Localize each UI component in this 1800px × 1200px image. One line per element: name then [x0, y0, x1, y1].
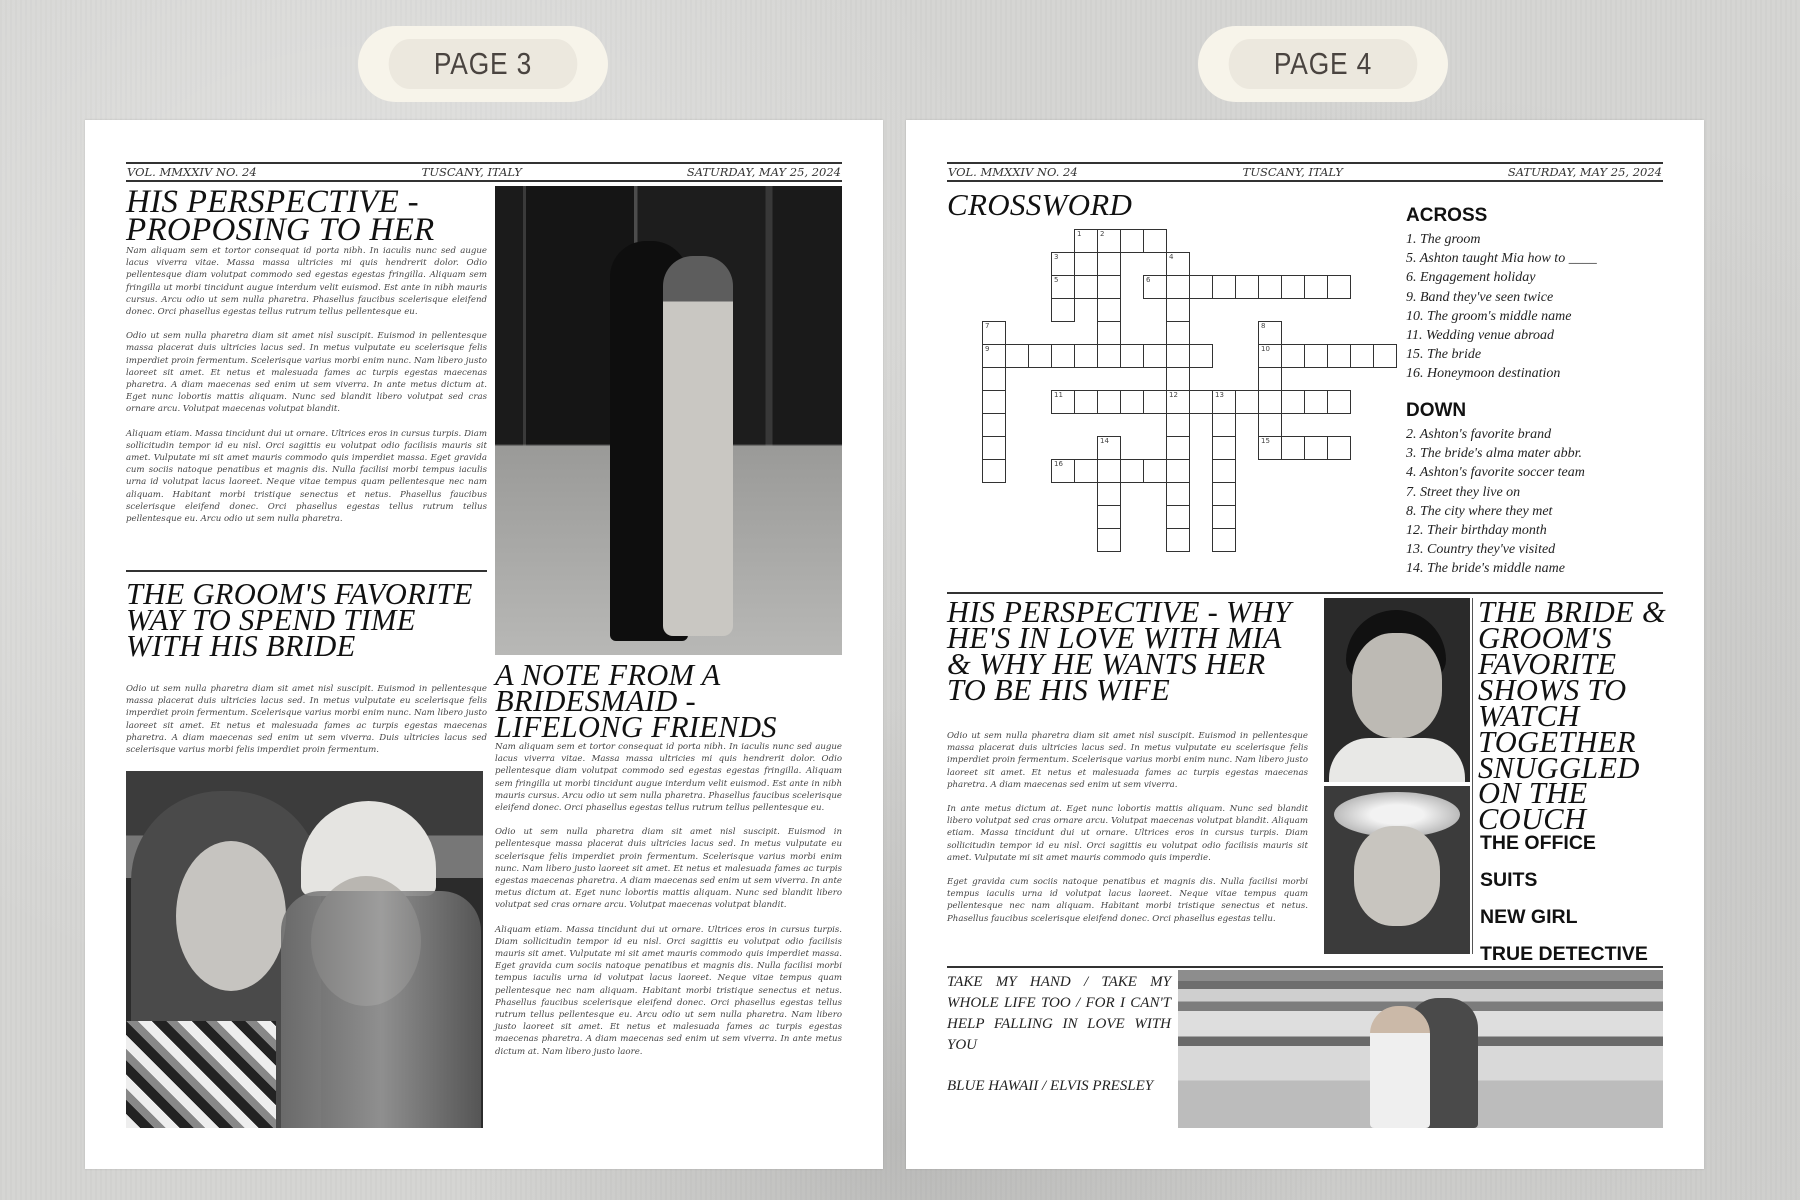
crossword-cell[interactable] [1212, 413, 1236, 437]
crossword-cell[interactable] [1258, 436, 1282, 460]
article-body-proposing [126, 245, 487, 537]
crossword-cell[interactable] [1212, 436, 1236, 460]
paragraph: Odio ut sem nulla pharetra diam sit amet nisl suscipit. Euismod in pellentesque massa placerat duis ultricies lacus sed. In metus vulputate eu scelerisque felis imperdiet proin fermentum. Scelerisque varius morbi enim nunc. Nam libero justo laoreet sit amet. Et netus et malesuada fames ac turpis egestas maecenas pharetra. A diam maecenas sed enim ut sem viverra. [947, 731, 1308, 790]
clue-across-16: 16. Honeymoon destination [1406, 366, 1561, 382]
crossword-cell[interactable] [1143, 344, 1167, 368]
crossword-cell[interactable] [1051, 252, 1075, 276]
across-heading: ACROSS [1406, 205, 1488, 226]
crossword-cell[interactable] [1235, 275, 1259, 299]
photo-couple-selfie [126, 771, 483, 1128]
crossword-cell[interactable] [1074, 275, 1098, 299]
clue-down-12: 12. Their birthday month [1406, 523, 1547, 539]
location: TUSCANY, ITALY [1242, 165, 1343, 179]
clue-number: 12 [1169, 391, 1178, 399]
clue-number: 7 [985, 322, 990, 330]
clue-number: 6 [1146, 276, 1151, 284]
crossword-cell[interactable] [982, 390, 1006, 414]
crossword-cell[interactable] [1051, 390, 1075, 414]
volume-number: VOL. MMXXIV NO. 24 [948, 165, 1078, 179]
crossword-cell[interactable] [1097, 459, 1121, 483]
man-face [176, 841, 286, 991]
section-divider [947, 966, 1663, 968]
crossword-cell[interactable] [1212, 459, 1236, 483]
crossword-cell[interactable] [1097, 275, 1121, 299]
crossword-cell[interactable] [1166, 321, 1190, 345]
issue-date: SATURDAY, MAY 25, 2024 [1507, 165, 1662, 179]
crossword-cell[interactable] [1074, 344, 1098, 368]
paragraph: In ante metus dictum at. Eget nunc lobortis mattis aliquam. Nunc sed blandit libero volutpat sed cras ornare arcu. Volutpat maecenas volutpat blandit. Aliquam etiam. Massa tincidunt dui ut ornare. Ultrices eros in cursus turpis. Diam sollicitudin tempor id eu nisl. Orci sagittis eu volutpat odio facilisis mauris sit amet. Vulputate mi sit amet mauris commodo quis imperdie. [947, 804, 1308, 863]
crossword-cell[interactable] [1258, 321, 1282, 345]
clue-number: 11 [1054, 391, 1063, 399]
clue-across-6: 6. Engagement holiday [1406, 270, 1536, 286]
crossword-cell[interactable] [1166, 298, 1190, 322]
clue-down-14: 14. The bride's middle name [1406, 561, 1565, 577]
clue-down-7: 7. Street they live on [1406, 484, 1521, 500]
clue-across-9: 9. Band they've seen twice [1406, 289, 1554, 305]
crossword-cell[interactable] [1235, 390, 1259, 414]
crossword-cell[interactable] [1074, 229, 1098, 253]
crossword-cell[interactable] [1097, 298, 1121, 322]
clue-across-1: 1. The groom [1406, 232, 1481, 247]
paragraph: Odio ut sem nulla pharetra diam sit amet nisl suscipit. Euismod in pellentesque massa placerat duis ultricies lacus sed. In metus vulputate eu scelerisque felis imperdiet proin fermentum. Scelerisque varius morbi enim nunc. Nam libero justo laoreet sit amet. Et netus et malesuada fames ac turpis egestas maecenas pharetra. A diam maecenas sed enim ut sem viverra. In ante metus dictum at. Eget nunc lobortis mattis aliquam. Nunc sed blandit libero volutpat sed cras ornare arcu. Volutpat maecenas volutpat blandit. [126, 331, 487, 415]
crossword-cell[interactable] [1304, 390, 1328, 414]
crossword-cell[interactable] [1097, 229, 1121, 253]
crossword-cell[interactable] [1327, 390, 1351, 414]
clue-number: 3 [1054, 253, 1059, 261]
crossword-cell[interactable] [1166, 275, 1190, 299]
crossword-cell[interactable] [1051, 344, 1075, 368]
crossword-cell[interactable] [1304, 344, 1328, 368]
clue-across-10: 10. The groom's middle name [1406, 308, 1572, 324]
crossword-cell[interactable] [1166, 344, 1190, 368]
crossword-cell[interactable] [1120, 459, 1144, 483]
show-item: NEW GIRL [1480, 906, 1578, 928]
newspaper-page-3 [85, 120, 883, 1169]
song-lyric-block [947, 972, 1171, 1097]
crossword-cell[interactable] [1166, 482, 1190, 506]
crossword-cell[interactable] [1258, 344, 1282, 368]
article-headline-why-love: HIS PERSPECTIVE - WHY HE'S IN LOVE WITH MIA & WHY HE WANTS HER TO BE HIS WIFE [947, 595, 1292, 707]
clue-down-8: 8. The city where they met [1406, 503, 1553, 519]
crossword-cell[interactable] [1281, 275, 1305, 299]
crossword-cell[interactable] [1189, 344, 1213, 368]
crossword-cell[interactable] [1051, 298, 1075, 322]
crossword-cell[interactable] [1143, 229, 1167, 253]
crossword-cell[interactable] [982, 413, 1006, 437]
crossword-cell[interactable] [1028, 344, 1052, 368]
crossword-cell[interactable] [982, 367, 1006, 391]
crossword-cell[interactable] [1373, 344, 1397, 368]
couple-figures [1370, 998, 1480, 1128]
crossword-cell[interactable] [1074, 390, 1098, 414]
down-clue-list [1406, 425, 1666, 579]
crossword-cell[interactable] [1097, 505, 1121, 529]
article-headline-bridesmaid-note: A NOTE FROM A BRIDESMAID - LIFELONG FRIENDS [495, 658, 777, 744]
crossword-cell[interactable] [1051, 459, 1075, 483]
paragraph: Nam aliquam sem et tortor consequat id porta nibh. In iaculis nunc sed augue lacus viverra vitae. Massa massa ultricies mi quis hendrerit dolor. Odio pellentesque diam volutpat commodo sed egestas egestas fringilla. Aliquam sem fringilla ut morbi tincidunt augue interdum velit euismod. Est ante in nibh mauris cursus. Arcu odio ut sem nulla pharetra. Phasellus faucibus scelerisque eleifend donec. Orci phasellus egestas tellus rutrum tellus pellentesque eu. [126, 246, 487, 318]
volume-number: VOL. MMXXIV NO. 24 [127, 165, 257, 179]
crossword-cell[interactable] [1097, 321, 1121, 345]
crossword-cell[interactable] [1074, 459, 1098, 483]
clue-number: 1 [1077, 230, 1082, 238]
show-item: TRUE DETECTIVE [1480, 943, 1648, 965]
show-item: SUITS [1480, 869, 1538, 891]
article-body-why-love [947, 730, 1308, 937]
across-clue-list [1406, 230, 1666, 384]
crossword-cell[interactable] [1097, 252, 1121, 276]
crossword-cell[interactable] [1120, 344, 1144, 368]
crossword-cell[interactable] [1258, 275, 1282, 299]
girl-face [1354, 826, 1440, 926]
clue-number: 13 [1215, 391, 1224, 399]
crossword-cell[interactable] [1166, 252, 1190, 276]
crossword-cell[interactable] [982, 344, 1006, 368]
shows-list [1480, 832, 1670, 980]
crossword-cell[interactable] [1097, 344, 1121, 368]
crossword-cell[interactable] [1143, 275, 1167, 299]
show-item: THE OFFICE [1480, 832, 1596, 854]
crossword-cell[interactable] [1258, 413, 1282, 437]
crossword-cell[interactable] [1166, 390, 1190, 414]
crossword-cell[interactable] [1166, 367, 1190, 391]
photo-couple-beach [1178, 970, 1663, 1128]
jacket-pattern [126, 1021, 276, 1128]
section-divider [126, 570, 487, 572]
photo-couple-night [495, 186, 842, 655]
issue-date: SATURDAY, MAY 25, 2024 [686, 165, 841, 179]
section-divider [947, 592, 1663, 594]
crossword-cell[interactable] [1212, 482, 1236, 506]
crossword-cell[interactable] [1258, 367, 1282, 391]
paragraph: Aliquam etiam. Massa tincidunt dui ut ornare. Ultrices eros in cursus turpis. Diam sollicitudin tempor id eu nisl. Orci sagittis eu volutpat odio facilisis mauris sit amet. Vulputate mi sit amet mauris commodo quis imperdiet massa. Eget gravida cum sociis natoque penatibus et magnis dis. Nulla facilisi morbi tempus iaculis urna id volutpat lacus laoreet. Neque vitae tempus quam pellentesque nec nam aliquam. Habitant morbi tristique senectus et netus. Phasellus faucibus scelerisque eleifend donec. Orci phasellus egestas tellus rutrum tellus pellentesque eu. Arcu odio ut sem nulla pharetra. Nam libero justo laoreet sit amet. Et netus et malesuada fames ac turpis egestas maecenas pharetra. A diam maecenas sed enim ut sem viverra. In ante metus dictum at. Nam libero justo laore. [495, 924, 842, 1057]
boy-shirt [1329, 738, 1465, 782]
crossword-cell[interactable] [1166, 528, 1190, 552]
crossword-cell[interactable] [1212, 390, 1236, 414]
crossword-cell[interactable] [1304, 436, 1328, 460]
clue-across-15: 15. The bride [1406, 347, 1482, 363]
article-headline-groom-favorite: THE GROOM'S FAVORITE WAY TO SPEND TIME WITH HIS BRIDE [126, 577, 473, 663]
across-clues [1406, 205, 1666, 384]
crossword-cell[interactable] [1258, 390, 1282, 414]
crossword-cell[interactable] [1120, 229, 1144, 253]
crossword-cell[interactable] [1166, 413, 1190, 437]
crossword-cell[interactable] [1189, 275, 1213, 299]
crossword-cell[interactable] [1327, 344, 1351, 368]
crossword-cell[interactable] [1143, 459, 1167, 483]
photo-child-girl [1324, 786, 1470, 954]
crossword-cell[interactable] [1189, 390, 1213, 414]
clue-number: 14 [1100, 437, 1109, 445]
crossword-cell[interactable] [1097, 390, 1121, 414]
clue-down-2: 2. Ashton's favorite brand [1406, 427, 1552, 442]
photo-child-boy [1324, 598, 1470, 782]
crossword-cell[interactable] [1304, 275, 1328, 299]
clue-across-5: 5. Ashton taught Mia how to ____ [1406, 251, 1597, 267]
clue-number: 4 [1169, 253, 1174, 261]
crossword-cell[interactable] [1281, 344, 1305, 368]
column-divider [1472, 598, 1473, 954]
article-body-groom-favorite [126, 683, 487, 768]
down-heading: DOWN [1406, 400, 1467, 421]
crossword-cell[interactable] [1143, 390, 1167, 414]
crossword-cell[interactable] [1166, 505, 1190, 529]
crossword-cell[interactable] [1097, 436, 1121, 460]
crossword-cell[interactable] [1281, 390, 1305, 414]
paragraph: Odio ut sem nulla pharetra diam sit amet nisl suscipit. Euismod in pellentesque massa placerat duis ultricies lacus sed. In metus vulputate eu scelerisque felis imperdiet proin fermentum. Scelerisque varius morbi enim nunc. Nam libero justo laoreet sit amet. Et netus et malesuada fames ac turpis egestas maecenas pharetra. A diam maecenas sed enim ut sem viverra. In ante metus dictum at. Eget nunc lobortis mattis aliquam. Nunc sed blandit libero volutpat sed cras ornare arcu. Volutpat maecenas volutpat blandit. [495, 827, 842, 911]
clue-number: 16 [1054, 460, 1063, 468]
masthead [947, 162, 1663, 182]
crossword-cell[interactable] [1212, 505, 1236, 529]
crossword-cell[interactable] [982, 459, 1006, 483]
boy-face [1352, 633, 1442, 738]
song-lyric: TAKE MY HAND / TAKE MY WHOLE LIFE TOO / FOR I CAN'T HELP FALLING IN LOVE WITH YOU [947, 974, 1171, 1053]
clue-down-3: 3. The bride's alma mater abbr. [1406, 446, 1583, 462]
article-headline-proposing: HIS PERSPECTIVE - PROPOSING TO HER [126, 184, 435, 249]
article-body-bridesmaid-note [495, 741, 842, 1070]
paragraph: Eget gravida cum sociis natoque penatibus et magnis dis. Nulla facilisi morbi tempus iaculis urna id volutpat lacus laoreet. Neque vitae tempus quam pellentesque nec nam aliquam. Habitant morbi tristique senectus et netus. Phasellus faucibus scelerisque eleifend donec. Orci phasellus egestas tellu. [947, 877, 1308, 924]
crossword-cell[interactable] [1327, 436, 1351, 460]
clue-number: 5 [1054, 276, 1059, 284]
clue-down-4: 4. Ashton's favorite soccer team [1406, 465, 1585, 481]
crossword-cell[interactable] [1350, 344, 1374, 368]
crossword-cell[interactable] [1281, 436, 1305, 460]
paragraph: Odio ut sem nulla pharetra diam sit amet nisl suscipit. Euismod in pellentesque massa placerat duis ultricies lacus sed. In metus vulputate eu scelerisque felis imperdiet proin fermentum. Scelerisque varius morbi enim nunc. Nam libero justo laoreet sit amet. Et netus et malesuada fames ac turpis egestas maecenas pharetra. A diam maecenas sed enim ut sem viverra. Duis ultricies lacus sed scelerisque varius morbi felis imperdiet proin fermentum. [126, 684, 487, 756]
woman-figure [1370, 1006, 1430, 1128]
bride-figure [663, 256, 733, 636]
down-clues [1406, 400, 1666, 579]
page-4-label-pill [1198, 26, 1448, 102]
shows-headline: THE BRIDE & GROOM'S FAVORITE SHOWS TO WATCH TOGETHER SNUGGLED ON THE COUCH [1478, 595, 1666, 837]
crossword-cell[interactable] [1212, 528, 1236, 552]
clue-number: 15 [1261, 437, 1270, 445]
crossword-cell[interactable] [1166, 459, 1190, 483]
page-3-label: PAGE 3 [389, 39, 578, 89]
crossword-cell[interactable] [1051, 275, 1075, 299]
page-4-label: PAGE 4 [1229, 39, 1418, 89]
crossword-cell[interactable] [1005, 344, 1029, 368]
crossword-cell[interactable] [982, 321, 1006, 345]
clue-number: 10 [1261, 345, 1270, 353]
page-3-label-pill [358, 26, 608, 102]
masthead [126, 162, 842, 182]
crossword-cell[interactable] [1166, 436, 1190, 460]
crossword-cell[interactable] [982, 436, 1006, 460]
paragraph: Aliquam etiam. Massa tincidunt dui ut ornare. Ultrices eros in cursus turpis. Diam sollicitudin tempor id eu nisl. Orci sagittis eu volutpat odio facilisis mauris sit amet. Vulputate mi sit amet mauris commodo quis imperdiet massa. Eget gravida cum sociis natoque penatibus et magnis dis. Nulla facilisi morbi tempus iaculis urna id volutpat lacus laoreet. Neque vitae tempus quam pellentesque nec nam aliquam. Habitant morbi tristique senectus et netus. Phasellus faucibus scelerisque eleifend donec. Orci phasellus egestas tellus rutrum tellus pellentesque eu. Arcu odio ut sem nulla pharetra. [126, 428, 487, 525]
crossword-cell[interactable] [1120, 390, 1144, 414]
crossword-cell[interactable] [1212, 275, 1236, 299]
clue-down-13: 13. Country they've visited [1406, 542, 1556, 558]
clue-number: 9 [985, 345, 990, 353]
clue-number: 8 [1261, 322, 1266, 330]
crossword-cell[interactable] [1327, 275, 1351, 299]
woman-hair [281, 891, 481, 1128]
clue-across-11: 11. Wedding venue abroad [1406, 328, 1555, 344]
song-credit: BLUE HAWAII / ELVIS PRESLEY [947, 1078, 1154, 1094]
crossword-cell[interactable] [1097, 528, 1121, 552]
location: TUSCANY, ITALY [421, 165, 522, 179]
crossword-title: CROSSWORD [947, 187, 1133, 222]
crossword-cell[interactable] [1097, 482, 1121, 506]
clue-number: 2 [1100, 230, 1105, 238]
paragraph: Nam aliquam sem et tortor consequat id porta nibh. In iaculis nunc sed augue lacus viverra vitae. Massa massa ultricies mi quis hendrerit dolor. Odio pellentesque diam volutpat commodo sed egestas egestas fringilla. Aliquam sem fringilla ut morbi tincidunt augue interdum velit euismod. Est ante in nibh mauris cursus. Arcu odio ut sem nulla pharetra. Phasellus faucibus scelerisque eleifend donec. Orci phasellus egestas tellus rutrum tellus pellentesque eu. [495, 742, 842, 814]
